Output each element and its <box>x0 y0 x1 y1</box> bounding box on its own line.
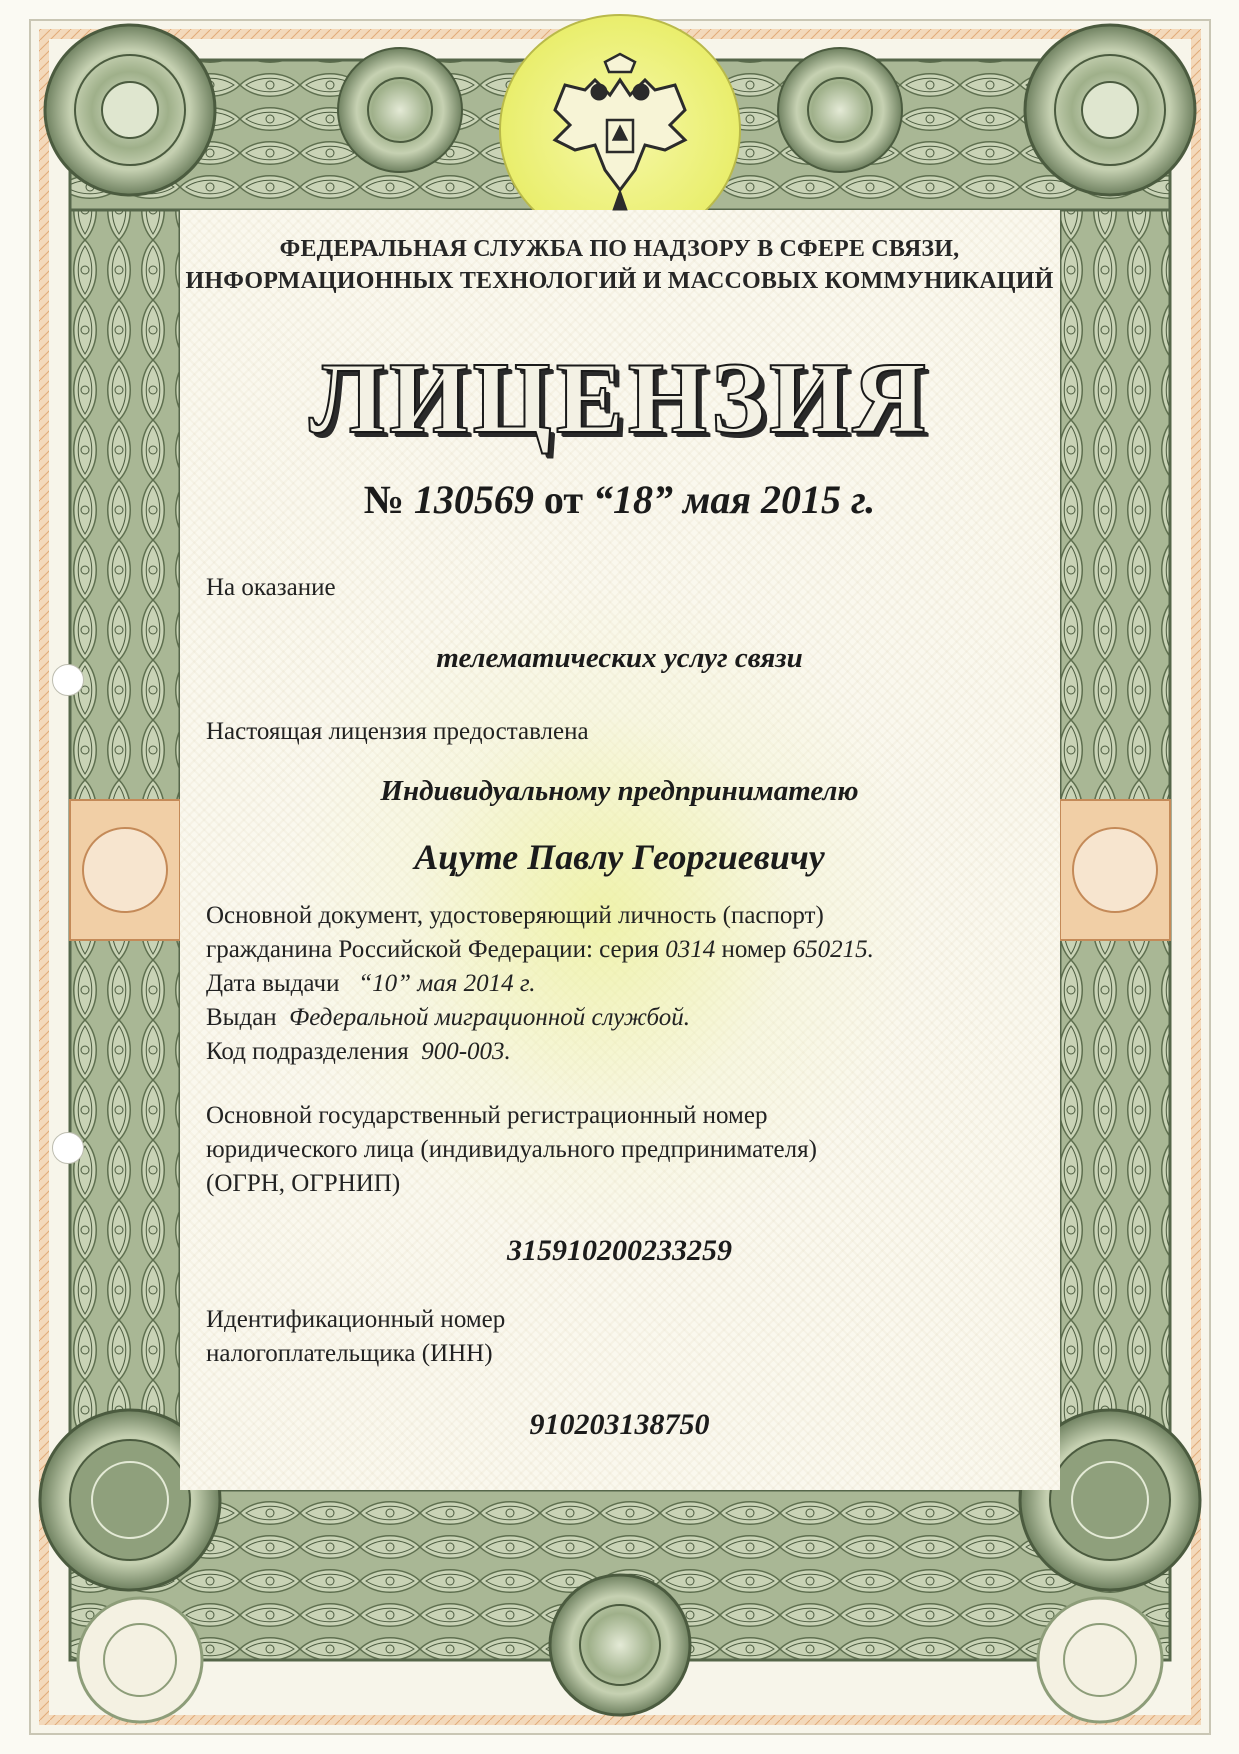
division-code-label: Код подразделения <box>206 1038 409 1065</box>
from-label: от <box>543 477 584 522</box>
passport-issue-line <box>206 970 536 998</box>
issued-by-label: Выдан <box>206 1004 277 1031</box>
license-date-rest: мая 2015 г. <box>683 477 876 522</box>
passport-number-label: номер <box>721 936 787 963</box>
passport-line2 <box>206 936 874 964</box>
issue-date: “10” мая 2014 г. <box>358 970 536 997</box>
passport-line1: Основной документ, удостоверяющий личность (паспорт) <box>206 902 824 929</box>
passport-series-label: гражданина Российской Федерации: серия <box>206 936 660 963</box>
inn-line1: Идентификационный номер <box>206 1306 506 1333</box>
inn-line2: налогоплательщика (ИНН) <box>206 1340 493 1367</box>
grantee-label: Настоящая лицензия предоставлена <box>206 718 589 745</box>
inn-value: 910203138750 <box>529 1408 710 1441</box>
agency-name-line1: ФЕДЕРАЛЬНАЯ СЛУЖБА ПО НАДЗОРУ В СФЕРЕ СВЯЗИ, <box>279 236 960 262</box>
number-sign: № <box>363 477 404 522</box>
ogrn-line3: (ОГРН, ОГРНИП) <box>206 1170 401 1197</box>
ogrn-value: 315910200233259 <box>507 1234 732 1267</box>
double-headed-eagle-emblem <box>535 50 705 220</box>
service-value: телематических услуг связи <box>436 642 803 674</box>
grantee-type: Индивидуальному предпринимателю <box>380 775 859 807</box>
division-code: 900-003. <box>421 1038 511 1065</box>
ogrn-line1: Основной государственный регистрационный номер <box>206 1102 768 1129</box>
agency-name-line2: ИНФОРМАЦИОННЫХ ТЕХНОЛОГИЙ И МАССОВЫХ КОММУНИКАЦИЙ <box>185 268 1054 294</box>
license-date-day: “18” <box>593 477 674 522</box>
license-number: 130569 <box>413 477 534 522</box>
passport-issuer-line <box>206 1004 690 1032</box>
grantee-name: Ацуте Павлу Георгиевичу <box>414 837 825 877</box>
ogrn-line2: юридического лица (индивидуального предпринимателя) <box>206 1136 817 1163</box>
passport-number: 650215. <box>792 936 874 963</box>
service-label: На оказание <box>206 574 336 601</box>
issued-by: Федеральной миграционной службой. <box>289 1004 691 1031</box>
license-number-line <box>0 476 1239 523</box>
document-title: ЛИЦЕНЗИЯ <box>309 342 930 455</box>
issue-date-label: Дата выдачи <box>206 970 340 997</box>
passport-division-line <box>206 1038 511 1066</box>
passport-series: 0314 <box>665 936 716 963</box>
punch-hole <box>52 1132 84 1164</box>
